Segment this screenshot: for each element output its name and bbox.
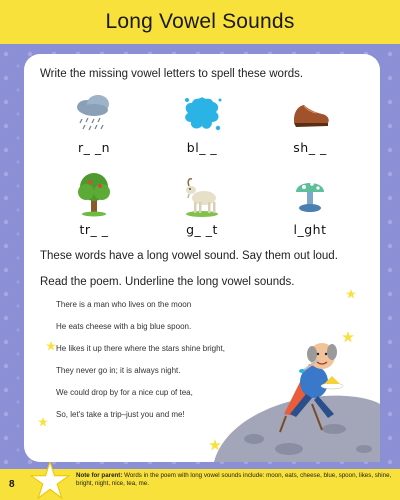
word-prompt-rain: r_ _n	[77, 140, 111, 155]
star-icon	[209, 439, 221, 451]
word-item-rain	[54, 92, 134, 155]
poem-line: So, let's take a trip–just you and me!	[56, 410, 185, 419]
word-prompt-light: l_ght	[293, 222, 327, 237]
lamp-icon	[288, 170, 332, 218]
header-bar	[0, 0, 400, 44]
page-number: 8	[9, 479, 15, 490]
poem-line: He eats cheese with a big blue spoon.	[56, 322, 192, 331]
blue-splash-icon	[180, 92, 224, 136]
word-item-light	[270, 170, 350, 237]
star-icon	[346, 289, 356, 299]
man-on-moon-illustration	[214, 304, 380, 462]
poem-line: They never go in; it is always night.	[56, 366, 181, 375]
word-prompt-shoe: sh_ _	[293, 140, 327, 155]
word-item-blue	[162, 92, 242, 155]
star-icon	[342, 331, 354, 343]
rain-cloud-icon	[72, 92, 116, 136]
instruction-say-aloud: These words have a long vowel sound. Say them out loud.	[40, 250, 338, 262]
parent-note-label: Note for parent:	[76, 472, 123, 479]
parent-note-text: Words in the poem with long vowel sounds include: moon, eats, cheese, blue, spoon, likes, shine, bright, night, nice, tea, me.	[76, 472, 392, 487]
instruction-read-poem: Read the poem. Underline the long vowel sounds.	[40, 276, 295, 288]
star-icon	[46, 341, 56, 351]
word-prompt-blue: bl_ _	[186, 140, 218, 155]
parent-note	[76, 472, 392, 488]
worksheet-card	[24, 54, 380, 462]
poem-line: There is a man who lives on the moon	[56, 300, 192, 309]
word-item-shoe	[270, 92, 350, 155]
poem-line: We could drop by for a nice cup of tea,	[56, 388, 193, 397]
word-prompt-tree: tr_ _	[79, 222, 109, 237]
word-prompt-goat: g_ _t	[186, 222, 218, 237]
page-title: Long Vowel Sounds	[105, 10, 295, 33]
instruction-missing-letters: Write the missing vowel letters to spell these words.	[40, 68, 304, 80]
word-item-tree	[54, 170, 134, 237]
star-icon	[38, 417, 48, 427]
word-item-goat	[162, 170, 242, 237]
goat-icon	[180, 170, 224, 218]
tree-icon	[72, 170, 116, 218]
poem-line: He likes it up there where the stars shine bright,	[56, 344, 225, 353]
shoe-icon	[288, 92, 332, 136]
star-badge-icon	[30, 462, 70, 500]
